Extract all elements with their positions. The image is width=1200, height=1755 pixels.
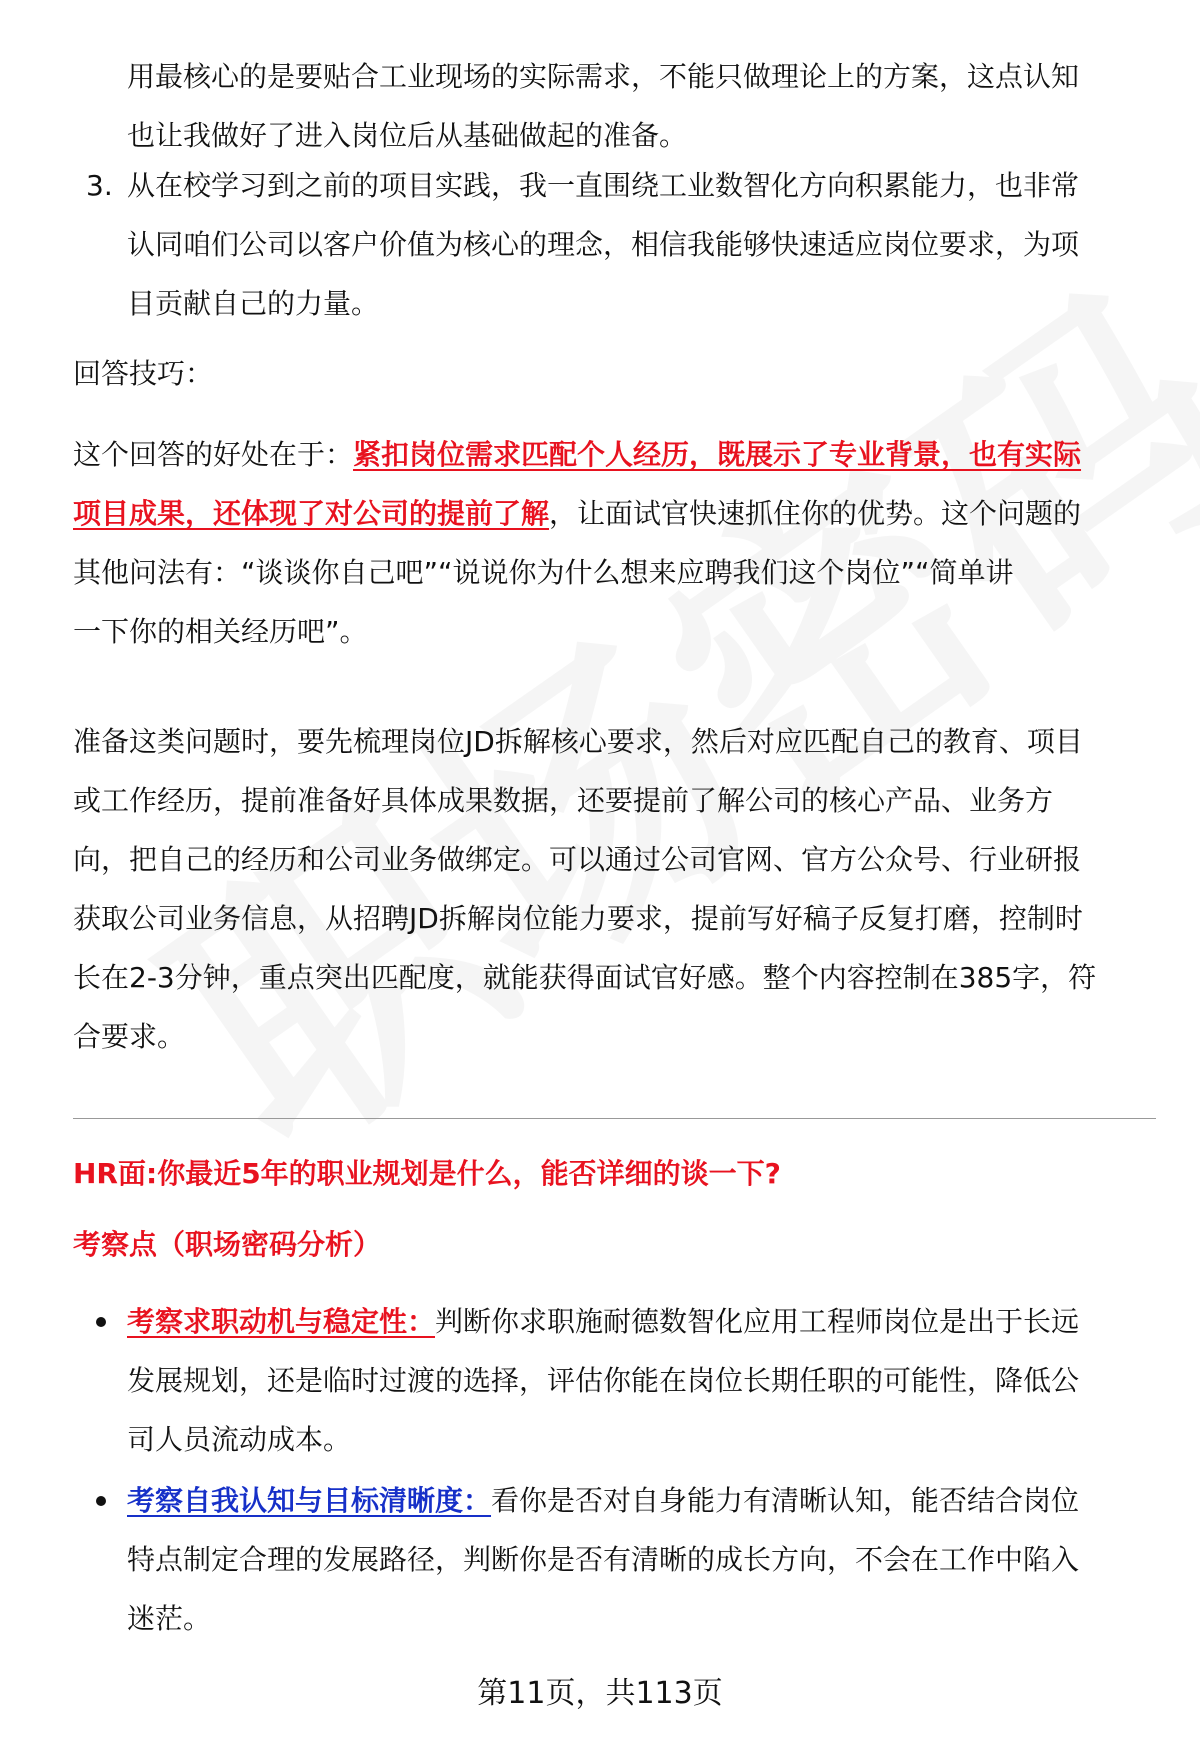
highlight-text: 紧扣岗位需求匹配个人经历，既展示了专业背景，也有实际 bbox=[353, 438, 1082, 471]
text-line: 获取公司业务信息，从招聘JD拆解岗位能力要求，提前写好稿子反复打磨，控制时 bbox=[73, 902, 1083, 935]
text-line: 合要求。 bbox=[73, 1020, 186, 1053]
text-line: 认同咱们公司以客户价值为核心的理念，相信我能够快速适应岗位要求，为项 bbox=[127, 228, 1080, 261]
bullet-label: 考察求职动机与稳定性： bbox=[127, 1305, 436, 1338]
text-line bbox=[127, 1292, 1147, 1351]
benefit-prefix: 这个回答的好处在于： bbox=[73, 438, 354, 471]
focus-title: 考察点（职场密码分析） bbox=[73, 1228, 382, 1261]
tips-label: 回答技巧： bbox=[73, 357, 214, 390]
text-line: 长在2-3分钟，重点突出匹配度，就能获得面试官好感。整个内容控制在385字，符 bbox=[73, 961, 1097, 994]
list-continuation bbox=[127, 47, 1147, 165]
text-line: 其他问法有：“谈谈你自己吧”“说说你为什么想来应聘我们这个岗位”“简单讲 bbox=[73, 556, 1014, 589]
benefit-paragraph bbox=[73, 425, 1148, 661]
text-line: 特点制定合理的发展路径，判断你是否有清晰的成长方向，不会在工作中陷入 bbox=[127, 1543, 1080, 1576]
bullet-dot bbox=[96, 1317, 106, 1327]
prep-paragraph bbox=[73, 712, 1148, 1066]
list-number: 3. bbox=[86, 169, 113, 202]
highlight-text: 项目成果，还体现了对公司的提前了解 bbox=[73, 497, 550, 530]
text-line: 或工作经历，提前准备好具体成果数据，还要提前了解公司的核心产品、业务方 bbox=[73, 784, 1054, 817]
page-number: 第11页，共113页 bbox=[477, 1676, 723, 1711]
text-line: 一下你的相关经历吧”。 bbox=[73, 615, 368, 648]
text-line: 从在校学习到之前的项目实践，我一直围绕工业数智化方向积累能力，也非常 bbox=[127, 169, 1080, 202]
text-line: 发展规划，还是临时过渡的选择，评估你能在岗位长期任职的可能性，降低公 bbox=[127, 1364, 1080, 1397]
text-line: 目贡献自己的力量。 bbox=[127, 287, 380, 320]
bullet-dot bbox=[96, 1496, 106, 1506]
text-line: 迷茫。 bbox=[127, 1602, 212, 1635]
section-divider bbox=[73, 1118, 1156, 1119]
text-span: 看你是否对自身能力有清晰认知，能否结合岗位 bbox=[491, 1484, 1080, 1517]
text-span: 判断你求职施耐德数智化应用工程师岗位是出于长远 bbox=[435, 1305, 1080, 1338]
bullet-label: 考察自我认知与目标清晰度： bbox=[127, 1484, 492, 1517]
text-span: ，让面试官快速抓住你的优势。这个问题的 bbox=[549, 497, 1082, 530]
question-title: HR面:你最近5年的职业规划是什么，能否详细的谈一下? bbox=[73, 1157, 781, 1190]
text-line: 准备这类问题时，要先梳理岗位JD拆解核心要求，然后对应匹配自己的教育、项目 bbox=[73, 725, 1083, 758]
text-line: 用最核心的是要贴合工业现场的实际需求，不能只做理论上的方案，这点认知 bbox=[127, 60, 1080, 93]
text-line: 也让我做好了进入岗位后从基础做起的准备。 bbox=[127, 119, 688, 152]
text-line bbox=[73, 425, 1148, 484]
text-line: 向，把自己的经历和公司业务做绑定。可以通过公司官网、官方公众号、行业研报 bbox=[73, 843, 1082, 876]
text-line bbox=[73, 484, 1148, 543]
text-line bbox=[127, 1471, 1147, 1530]
text-line: 司人员流动成本。 bbox=[127, 1423, 352, 1456]
